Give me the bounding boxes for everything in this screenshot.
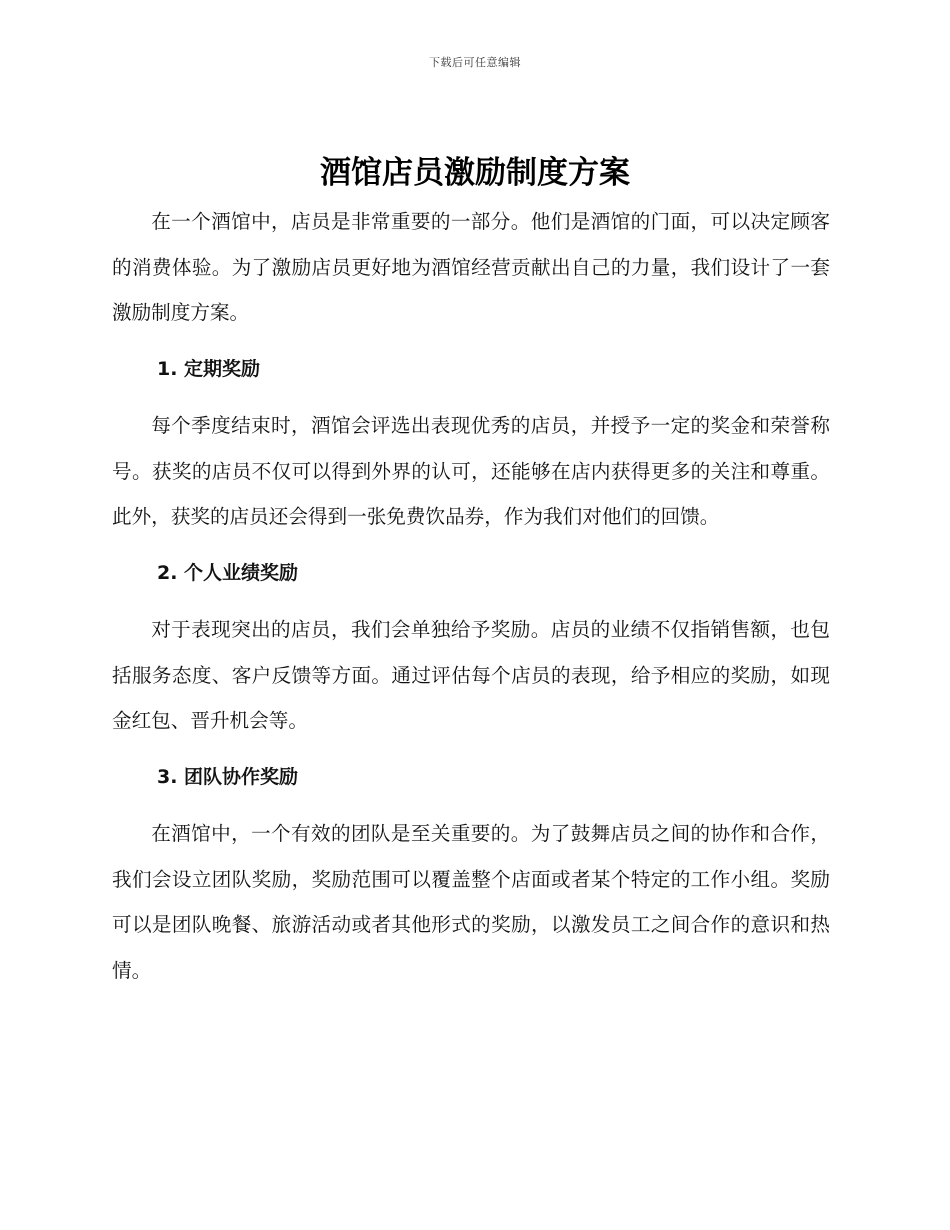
section-body-regular-rewards: 每个季度结束时，酒馆会评选出表现优秀的店员，并授予一定的奖金和荣誉称号。获奖的店员不仅可以得到外界的认可，还能够在店内获得更多的关注和尊重。此外，获奖的店员还会得到一张免费饮品券，作为我们对他们的回馈。 <box>112 414 830 528</box>
section-body-team-collaboration: 在酒馆中，一个有效的团队是至关重要的。为了鼓舞店员之间的协作和合作，我们会设立团队奖励，奖励范围可以覆盖整个店面或者某个特定的工作小组。奖励可以是团队晚餐、旅游活动或者其他形式的奖励，以激发员工之间合作的意识和热情。 <box>112 822 830 982</box>
intro-paragraph: 在一个酒馆中，店员是非常重要的一部分。他们是酒馆的门面，可以决定顾客的消费体验。为了激励店员更好地为酒馆经营贡献出自己的力量，我们设计了一套激励制度方案。 <box>112 210 830 324</box>
section-body-individual-performance: 对于表现突出的店员，我们会单独给予奖励。店员的业绩不仅指销售额，也包括服务态度、客户反馈等方面。通过评估每个店员的表现，给予相应的奖励，如现金红包、晋升机会等。 <box>112 618 830 732</box>
section-heading-individual-performance: 2. 个人业绩奖励 <box>157 561 299 584</box>
section-heading-team-collaboration: 3. 团队协作奖励 <box>157 765 299 788</box>
document-body <box>112 199 830 993</box>
document-title: 酒馆店员激励制度方案 <box>320 155 630 191</box>
page-header-note: 下载后可任意编辑 <box>429 56 521 69</box>
section-heading-regular-rewards: 1. 定期奖励 <box>157 357 261 380</box>
